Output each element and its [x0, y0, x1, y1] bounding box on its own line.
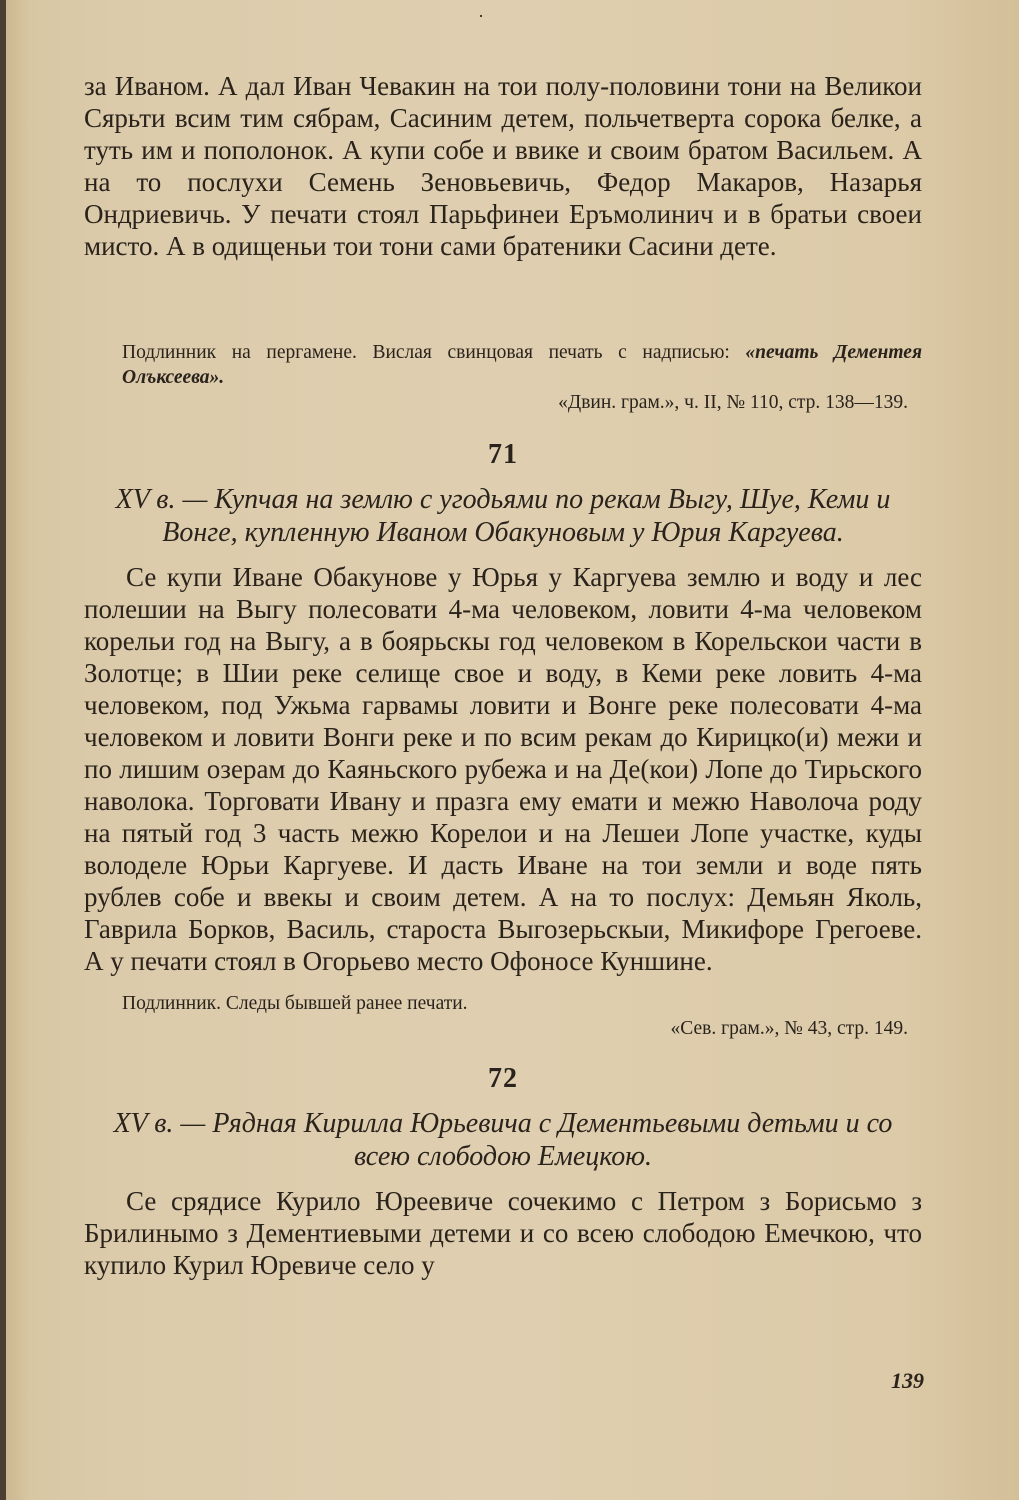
doc-71-text: Се купи Иване Обакунове у Юрья у Каргуева землю и воду и лес полешии на Выгу полесовати 4-ма человеком, ловити 4-ма человеком корельи год на Выгу, а в боярьскы год человеком в Корельскои части в Золотце; в Шии реке селище свое и воду, в Кеми реке ловить 4-ма человеком, под Ужьма гарвамы ловити и Вонге реке полесовати 4-ма человеком и ловити Вонги реке и по всим рекам до Кирицко(и) межи и по лишим озерам до Каяньского рубежа и на Де(кои) Лопе до Тирьского наволока. Торговати Ивану и празга ему емати и межю Наволоча роду на пятый год 3 часть межю Корелои и на Лешеи Лопе участке, куды володеле Юрьи Каргуеве. И дасть Иване на тои земли и воде пять рублев собе и ввекы и своим детем. А на то послух: Демьян Яколь, Гаврила Борков, Василь, староста Выгозерьскыи, Микифоре Грегоеве. А у печати стоял в Огорьево место Офоносе Куншине. [84, 562, 922, 976]
page-content [84, 70, 922, 1281]
continuation-source: «Двин. грам.», ч. II, № 110, стр. 138—139. [558, 392, 908, 413]
page-number: 139 [891, 1368, 924, 1393]
doc-72-text: Се срядисе Курило Юреевиче сочекимо с Петром з Борисьмо з Брилинымо з Дементиевыми детеми и со всею слободою Емечкою, что купило Курил Юревиче село у [84, 1186, 922, 1280]
doc-71-number: 71 [488, 439, 518, 470]
doc-72-number: 72 [488, 1063, 518, 1094]
note-plain: Подлинник на пергамене. Вислая свинцовая печать с надписью: [122, 342, 730, 363]
doc-72-heading: XV в. — Рядная Кирилла Юрьевича с Дементьевыми детьми и со всею слободою Емецкою. [113, 1108, 893, 1172]
continuation-note [84, 340, 922, 390]
doc-71-note: Подлинник. Следы бывшей ранее печати. [122, 993, 468, 1014]
continuation-text: за Иваном. А дал Иван Чевакин на тои полу-половини тони на Великои Сярьти всим тим сябрам, Сасиним детем, польчетверта сорока белке, а туть им и пополонок. А купи собе и ввике и своим братом Васильем. А на то послухи Семень Зеновьевичь, Федор Макаров, Назарья Ондриевичь. У печати стоял Парьфинеи Еръмолинич и в братьи своеи мисто. А в одищеньи тои тони сами братеники Сасини дете. [84, 71, 922, 261]
book-spine-shadow [0, 0, 6, 1500]
note-italic: «печать Дементея Олъксеева». [122, 342, 922, 388]
top-mark: · [478, 6, 484, 26]
doc-71-heading: XV в. — Купчая на землю с угодьями по рекам Выгу, Шуе, Кеми и Вонге, купленную Иваном Обакуновым у Юрия Каргуева. [115, 484, 891, 548]
doc-71-source: «Сев. грам.», № 43, стр. 149. [670, 1018, 908, 1039]
